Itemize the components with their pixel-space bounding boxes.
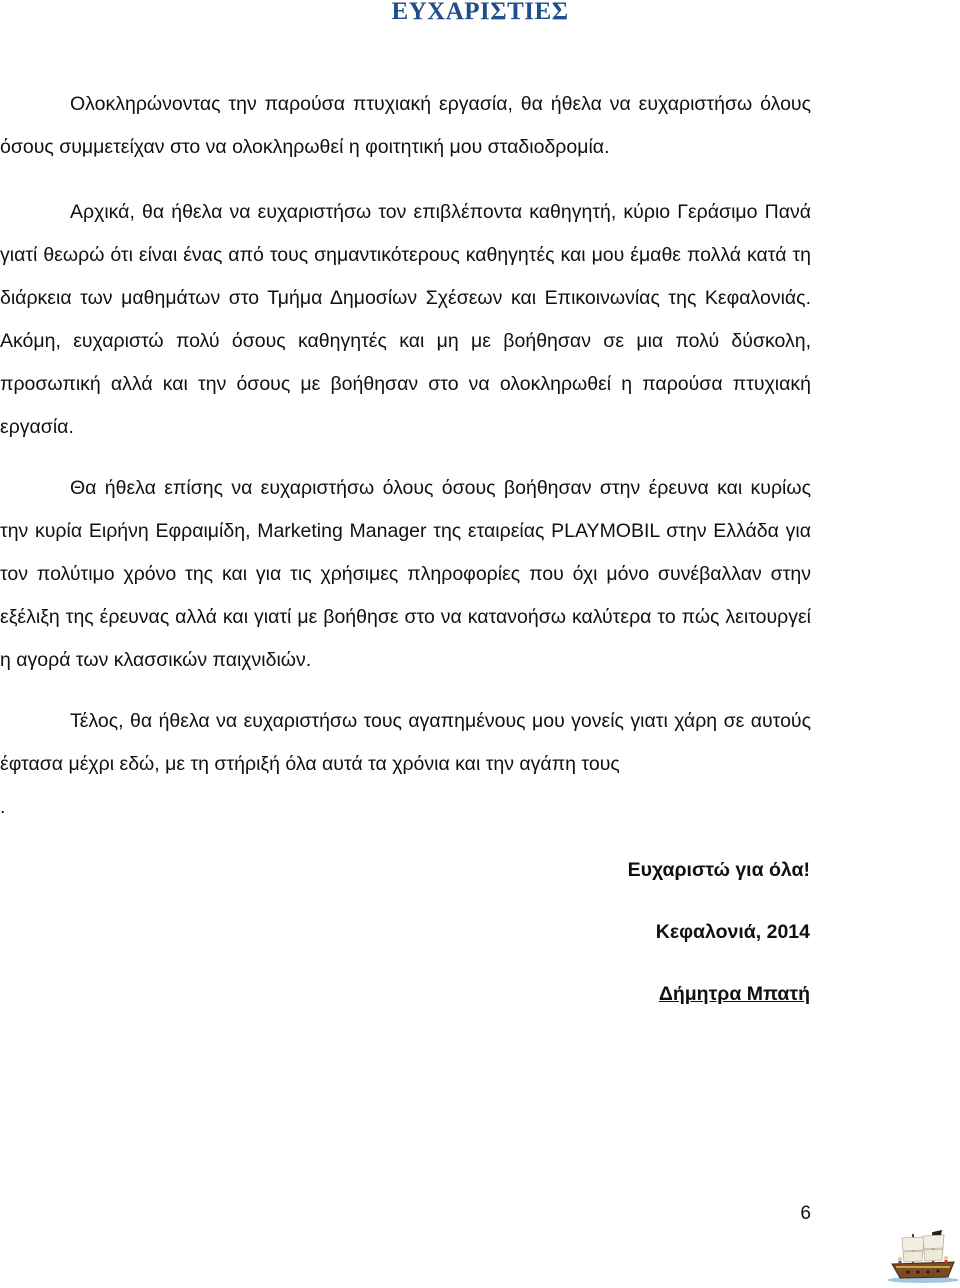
paragraph-intro: Ολοκληρώνοντας την παρούσα πτυχιακή εργασία, θα ήθελα να ευχαριστήσω όλους όσους συμμετείχαν στο να ολοκληρωθεί η φοιτητική μου σταδιοδρομία. [0, 93, 811, 158]
page-title: ΕΥΧΑΡΙΣΤΙΕΣ [391, 0, 569, 25]
page-number: 6 [800, 1203, 811, 1224]
trailing-dot: . [0, 796, 6, 818]
paragraph-supervisor: Αρχικά, θα ήθελα να ευχαριστήσω τον επιβλέποντα καθηγητή, κύριο Γεράσιμο Πανά γιατί θεωρώ ότι είναι ένας από τους σημαντικότερους καθηγητές και μου έμαθε πολλά κατά τη διάρκεια των μαθημάτων στο Τμήμα Δημοσίων Σχέσεων και Επικοινωνίας της Κεφαλονιάς. Ακόμη, ευχαριστώ πολύ όσους καθηγητές και μη με βοήθησαν σε μια πολύ δύσκολη, προσωπική αλλά και την όσους με βοήθησαν στο να ολοκληρωθεί η παρούσα πτυχιακή εργασία. [0, 201, 811, 438]
paragraph-parents: Τέλος, θα ήθελα να ευχαριστήσω τους αγαπημένους μου γονείς γιατι χάρη σε αυτούς έφτασα μέχρι εδώ, με τη στήριξή όλα αυτά τα χρόνια και την αγάπη τους [0, 710, 811, 775]
signature: Δήμητρα Μπατή [658, 983, 810, 1005]
place-date: Κεφαλονιά, 2014 [655, 921, 810, 943]
closing-thanks: Ευχαριστώ για όλα! [627, 859, 810, 881]
pirate-ship-icon [886, 1228, 960, 1283]
paragraph-research: Θα ήθελα επίσης να ευχαριστήσω όλους όσους βοήθησαν στην έρευνα και κυρίως την κυρία Ειρήνη Εφραιμίδη, Marketing Manager της εταιρείας PLAYMOBIL στην Ελλάδα για τον πολύτιμο χρόνο της και για τις χρήσιμες πληροφορίες που όχι μόνο συνέβαλλαν στην εξέλιξη της έρευνας αλλά και γιατί με βοήθησε στο να κατανοήσω καλύτερα το πώς λειτουργεί η αγορά των κλασσικών παιχνιδιών. [0, 477, 811, 671]
